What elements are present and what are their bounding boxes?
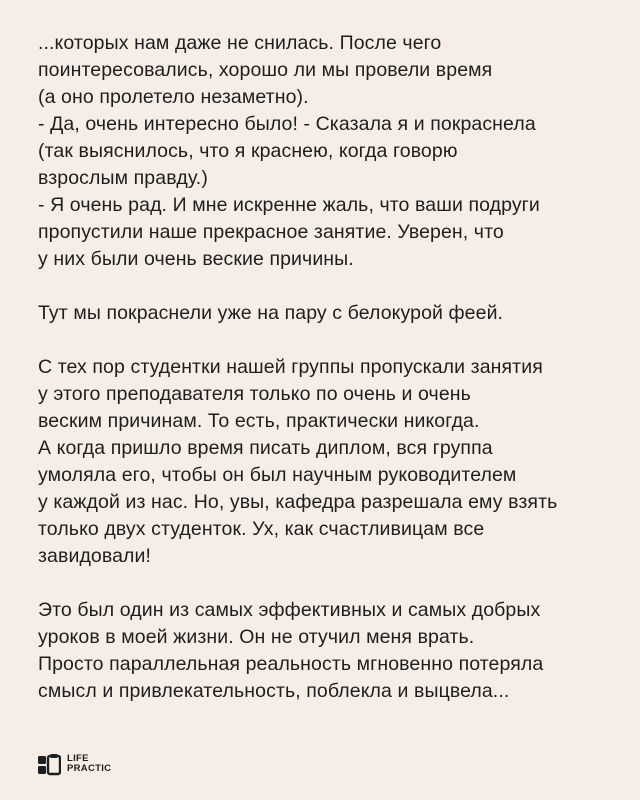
text-line: смысл и привлекательность, поблекла и выцвела... bbox=[38, 680, 510, 702]
text-line: веским причинам. То есть, практически никогда. bbox=[38, 410, 480, 432]
text-line: у каждой из нас. Но, увы, кафедра разрешала ему взять bbox=[38, 491, 558, 513]
paragraph-2 bbox=[38, 300, 618, 327]
text-line: поинтересовались, хорошо ли мы провели время bbox=[38, 59, 493, 81]
paragraph-1 bbox=[38, 30, 618, 273]
text-line: Это был один из самых эффективных и самых добрых bbox=[38, 599, 541, 621]
paragraph-4 bbox=[38, 597, 618, 705]
text-line: у них были очень веские причины. bbox=[38, 248, 354, 270]
text-line: ...которых нам даже не снилась. После чего bbox=[38, 32, 442, 54]
text-line: взрослым правду.) bbox=[38, 167, 208, 189]
text-line: (а оно пролетело незаметно). bbox=[38, 86, 309, 108]
text-line: (так выяснилось, что я краснею, когда говорю bbox=[38, 140, 458, 162]
paragraph-3 bbox=[38, 354, 618, 570]
text-line: Просто параллельная реальность мгновенно потеряла bbox=[38, 653, 544, 675]
article-text bbox=[38, 30, 618, 705]
text-line: Тут мы покраснели уже на пару с белокурой феей. bbox=[38, 302, 504, 324]
paragraph-spacer bbox=[38, 570, 618, 597]
text-line: С тех пор студентки нашей группы пропускали занятия bbox=[38, 356, 543, 378]
text-line: уроков в моей жизни. Он не отучил меня врать. bbox=[38, 626, 475, 648]
text-line: А когда пришло время писать диплом, вся группа bbox=[38, 437, 493, 459]
text-line: пропустили наше прекрасное занятие. Уверен, что bbox=[38, 221, 504, 243]
text-line: у этого преподавателя только по очень и очень bbox=[38, 383, 471, 405]
brand-line-2: PRACTIC bbox=[67, 763, 112, 774]
text-line: умоляла его, чтобы он был научным руководителем bbox=[38, 464, 517, 486]
text-line: завидовали! bbox=[38, 545, 152, 567]
brand-name bbox=[67, 754, 111, 774]
brand-line-1: LIFE bbox=[67, 753, 89, 764]
text-line: только двух студенток. Ух, как счастливицам все bbox=[38, 518, 485, 540]
text-line: - Да, очень интересно было! - Сказала я и покраснела bbox=[38, 113, 536, 135]
paragraph-spacer bbox=[38, 273, 618, 300]
paragraph-spacer bbox=[38, 327, 618, 354]
text-line: - Я очень рад. И мне искренне жаль, что ваши подруги bbox=[38, 194, 540, 216]
brand-logo bbox=[37, 752, 111, 776]
life-practic-logo-icon bbox=[37, 752, 61, 776]
